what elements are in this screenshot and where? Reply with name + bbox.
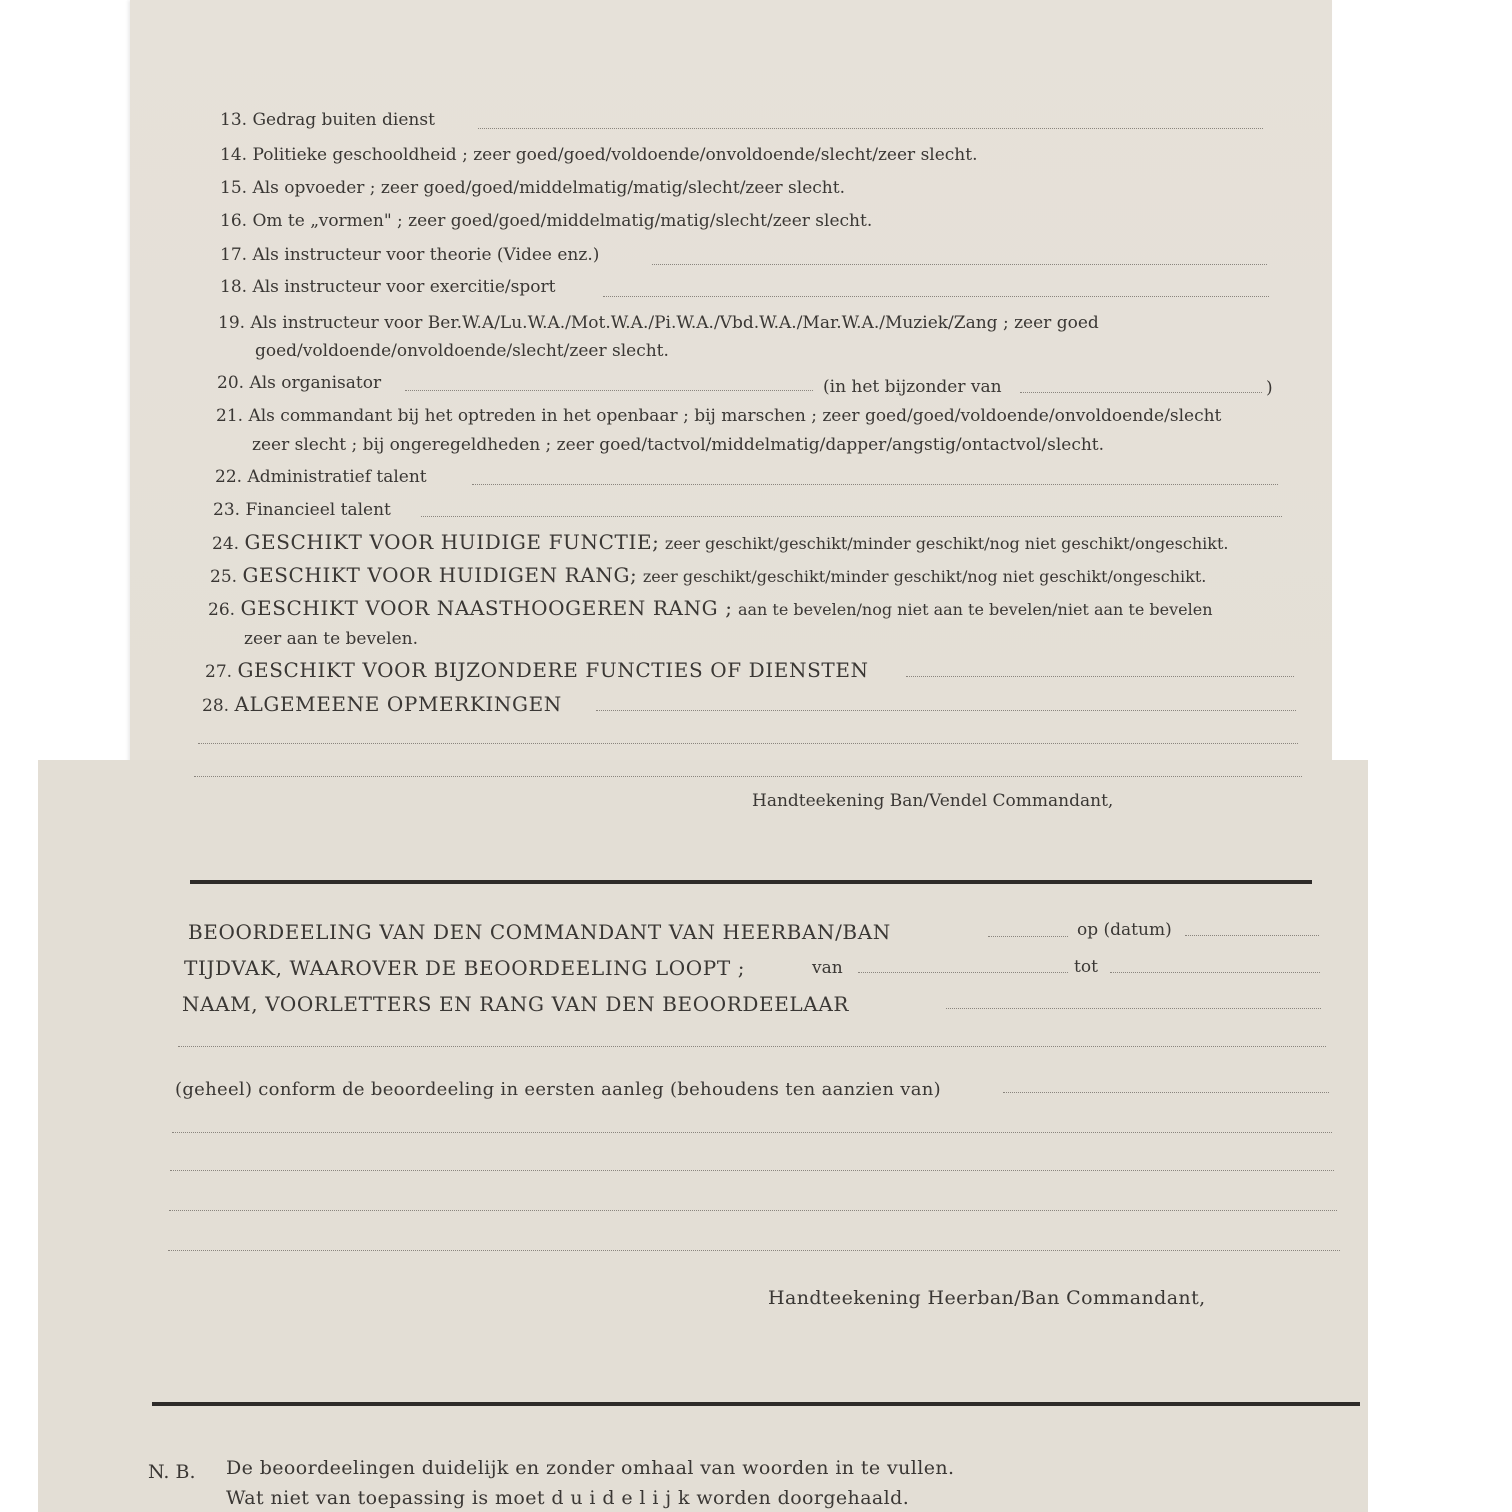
item-20-field[interactable] [405,390,813,391]
signature-ban-vendel: Handteekening Ban/Vendel Commandant, [752,791,1114,811]
review-date-field[interactable] [1185,935,1319,936]
item-21-cont: zeer slecht ; bij ongeregeldheden ; zeer goed/tactvol/middelmatig/dapper/angstig/ontactvol/slecht. [252,435,1105,455]
item-20-close: ) [1266,378,1273,398]
item-label: Gedrag buiten dienst [252,110,435,130]
note-line-2: Wat niet van toepassing is moet d u i d e l i j k worden doorgehaald. [226,1487,910,1509]
period-from-field[interactable] [858,972,1068,973]
conform-field[interactable] [1003,1092,1329,1093]
conform-text: (geheel) conform de beoordeeling in eersten aanleg (behoudens ten aanzien van) [175,1079,941,1100]
item-24: 24. GESCHIKT VOOR HUIDIGE FUNCTIE; zeer geschikt/geschikt/minder geschikt/nog niet geschikt/ongeschikt. [212,530,1229,554]
review-heading: BEOORDEELING VAN DEN COMMANDANT VAN HEERBAN/BAN [188,920,891,944]
item-22-field[interactable] [472,484,1278,485]
item-25: 25. GESCHIKT VOOR HUIDIGEN RANG; zeer geschikt/geschikt/minder geschikt/nog niet geschikt/ongeschikt. [210,563,1207,587]
item-23-field[interactable] [421,516,1282,517]
item-15: 15. Als opvoeder ; zeer goed/goed/middelmatig/matig/slecht/zeer slecht. [220,178,845,198]
item-28-field[interactable] [596,710,1296,711]
conform-line-4[interactable] [169,1210,1337,1211]
period-from-label: van [812,958,843,978]
item-18: 18. Als instructeur voor exercitie/sport [220,277,556,297]
item-27: 27. GESCHIKT VOOR BIJZONDERE FUNCTIES OF DIENSTEN [205,658,869,682]
reviewer-name-line-2[interactable] [178,1046,1326,1047]
section-divider-2 [152,1402,1360,1406]
item-14: 14. Politieke geschooldheid ; zeer goed/goed/voldoende/onvoldoende/slecht/zeer slecht. [220,145,978,165]
conform-line-2[interactable] [172,1132,1332,1133]
reviewer-name-field[interactable] [946,1008,1321,1009]
remarks-line-1[interactable] [198,743,1298,744]
item-26: 26. GESCHIKT VOOR NAASTHOOGEREN RANG ; aan te bevelen/nog niet aan te bevelen/niet aan te bevelen [208,596,1213,620]
item-13 [220,110,435,130]
review-ban-field[interactable] [988,936,1068,937]
item-20: 20. Als organisator [217,373,382,393]
section-divider [190,880,1312,884]
item-20-extra: (in het bijzonder van [823,377,1002,397]
item-17: 17. Als instructeur voor theorie (Videe enz.) [220,245,600,265]
item-23: 23. Financieel talent [213,500,391,520]
item-18-field[interactable] [603,296,1269,297]
reviewer-name-label: NAAM, VOORLETTERS EN RANG VAN DEN BEOORDEELAAR [182,992,850,1016]
period-to-field[interactable] [1110,972,1320,973]
remarks-line-2[interactable] [194,776,1302,777]
signature-heerban-ban: Handteekening Heerban/Ban Commandant, [768,1287,1206,1309]
item-21: 21. Als commandant bij het optreden in het openbaar ; bij marschen ; zeer goed/goed/voldoende/onvoldoende/slecht [216,406,1222,426]
note-line-1: De beoordeelingen duidelijk en zonder omhaal van woorden in te vullen. [226,1457,955,1479]
note-label: N. B. [148,1461,196,1483]
form-sheet-lower [38,760,1368,1512]
item-28: 28. ALGEMEENE OPMERKINGEN [202,692,562,716]
item-17-field[interactable] [652,264,1267,265]
item-19: 19. Als instructeur voor Ber.W.A/Lu.W.A./Mot.W.A./Pi.W.A./Vbd.W.A./Mar.W.A./Muziek/Zang ; zeer goed [218,313,1099,333]
period-to-label: tot [1074,957,1098,977]
item-13-field[interactable] [478,128,1263,129]
item-number: 13. [220,110,248,130]
item-27-field[interactable] [906,676,1294,677]
item-20-extra-field[interactable] [1020,392,1262,393]
item-19-cont: goed/voldoende/onvoldoende/slecht/zeer slecht. [255,341,669,361]
item-16: 16. Om te „vormen" ; zeer goed/goed/middelmatig/matig/slecht/zeer slecht. [220,211,873,231]
item-22: 22. Administratief talent [215,467,427,487]
period-label: TIJDVAK, WAAROVER DE BEOORDEELING LOOPT ; [184,956,746,980]
conform-line-3[interactable] [170,1170,1334,1171]
item-26-cont: zeer aan te bevelen. [244,629,418,649]
conform-line-5[interactable] [168,1250,1340,1251]
review-date-label: op (datum) [1077,920,1172,940]
